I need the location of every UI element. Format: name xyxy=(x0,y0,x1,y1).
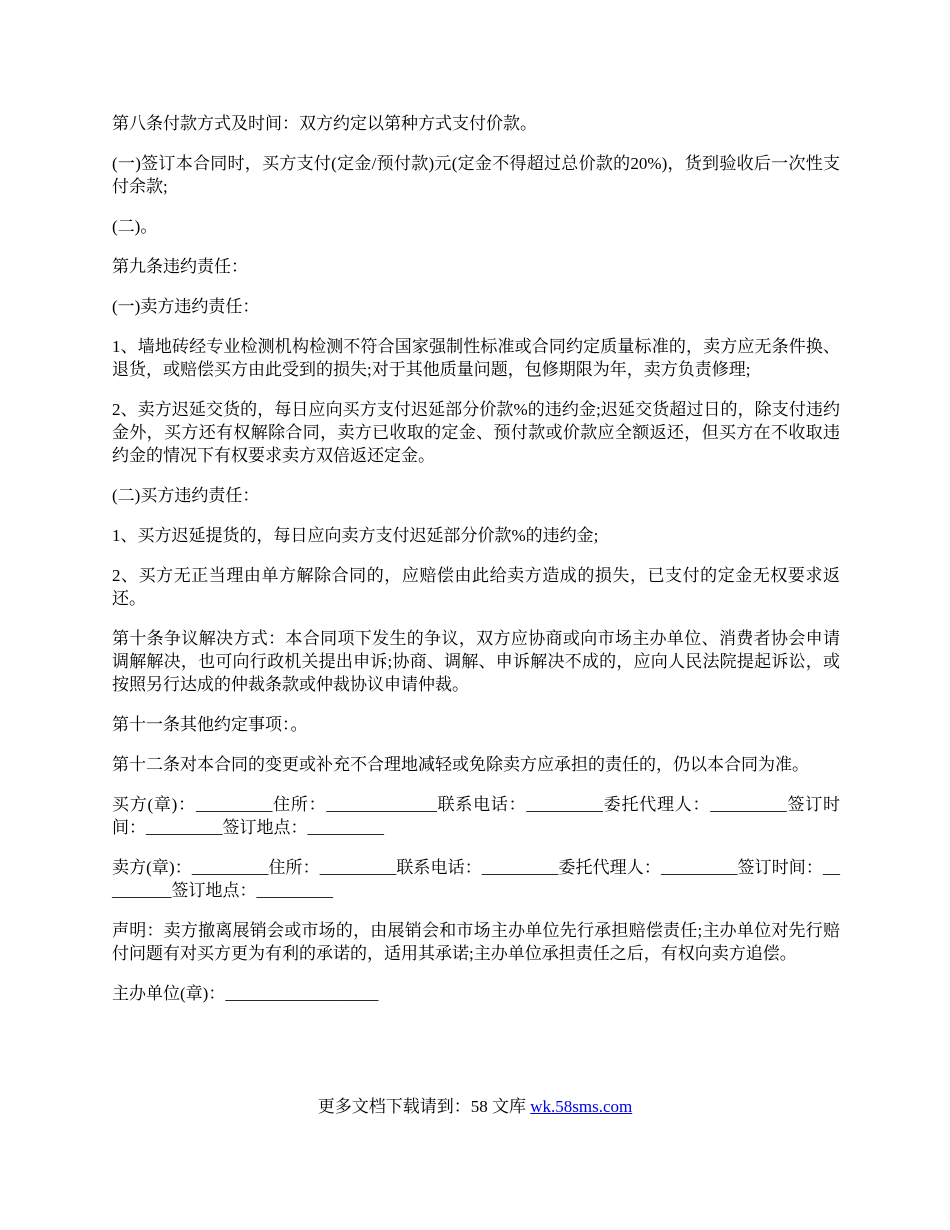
page-footer xyxy=(0,1095,950,1118)
buyer-signature-block: 买方(章)：_________住所：_____________联系电话：_________委托代理人：_________签订时间：_________签订地点：_________ xyxy=(112,795,840,837)
clause-11-other-terms: 第十一条其他约定事项：。 xyxy=(112,715,308,734)
clause-9-heading: 第九条违约责任： xyxy=(112,257,248,276)
clause-8-item-1: (一)签订本合同时，买方支付(定金/预付款)元(定金不得超过总价款的20%)，货到验收后一次性支付余款; xyxy=(112,154,840,196)
clause-12-amendments: 第十二条对本合同的变更或补充不合理地减轻或免除卖方应承担的责任的，仍以本合同为准。 xyxy=(112,755,809,774)
seller-signature-block: 卖方(章)：_________住所：_________联系电话：_________委托代理人：_________签订时间：_________签订地点：_________ xyxy=(112,858,840,900)
clause-10-dispute-resolution: 第十条争议解决方式：本合同项下发生的争议，双方应协商或向市场主办单位、消费者协会申请调解解决，也可向行政机关提出申诉;协商、调解、申诉解决不成的，应向人民法院提起诉讼，或按照另行达成的仲裁条款或仲裁协议申请仲裁。 xyxy=(112,629,840,694)
seller-liability-item-2: 2、卖方迟延交货的，每日应向买方支付迟延部分价款%的违约金;迟延交货超过日的，除支付违约金外，买方还有权解除合同，卖方已收取的定金、预付款或价款应全额返还，但买方在不收取违约金的情况下有权要求卖方双倍返还定金。 xyxy=(112,400,840,465)
buyer-liability-item-2: 2、买方无正当理由单方解除合同的，应赔偿由此给卖方造成的损失，已支付的定金无权要求返还。 xyxy=(112,566,840,608)
buyer-liability-heading: (二)买方违约责任： xyxy=(112,486,260,505)
seller-liability-item-1: 1、墙地砖经专业检测机构检测不符合国家强制性标准或合同约定质量标准的，卖方应无条件换、退货，或赔偿买方由此受到的损失;对于其他质量问题，包修期限为年，卖方负责修理; xyxy=(112,337,840,379)
document-body xyxy=(112,112,840,1022)
clause-8-item-2: (二)。 xyxy=(112,217,158,236)
footer-link[interactable]: wk.58sms.com xyxy=(530,1097,633,1116)
buyer-liability-item-1: 1、买方迟延提货的，每日应向卖方支付迟延部分价款%的违约金; xyxy=(112,526,599,545)
footer-text: 更多文档下载请到：58 文库 xyxy=(317,1097,531,1116)
seller-liability-heading: (一)卖方违约责任： xyxy=(112,297,260,316)
clause-8-payment-method: 第八条付款方式及时间：双方约定以第种方式支付价款。 xyxy=(112,114,537,133)
organizer-signature-line: 主办单位(章)：__________________ xyxy=(112,984,379,1003)
statement-paragraph: 声明：卖方撤离展销会或市场的，由展销会和市场主办单位先行承担赔偿责任;主办单位对先行赔付问题有对买方更为有利的承诺的，适用其承诺;主办单位承担责任之后，有权向卖方追偿。 xyxy=(112,921,840,963)
